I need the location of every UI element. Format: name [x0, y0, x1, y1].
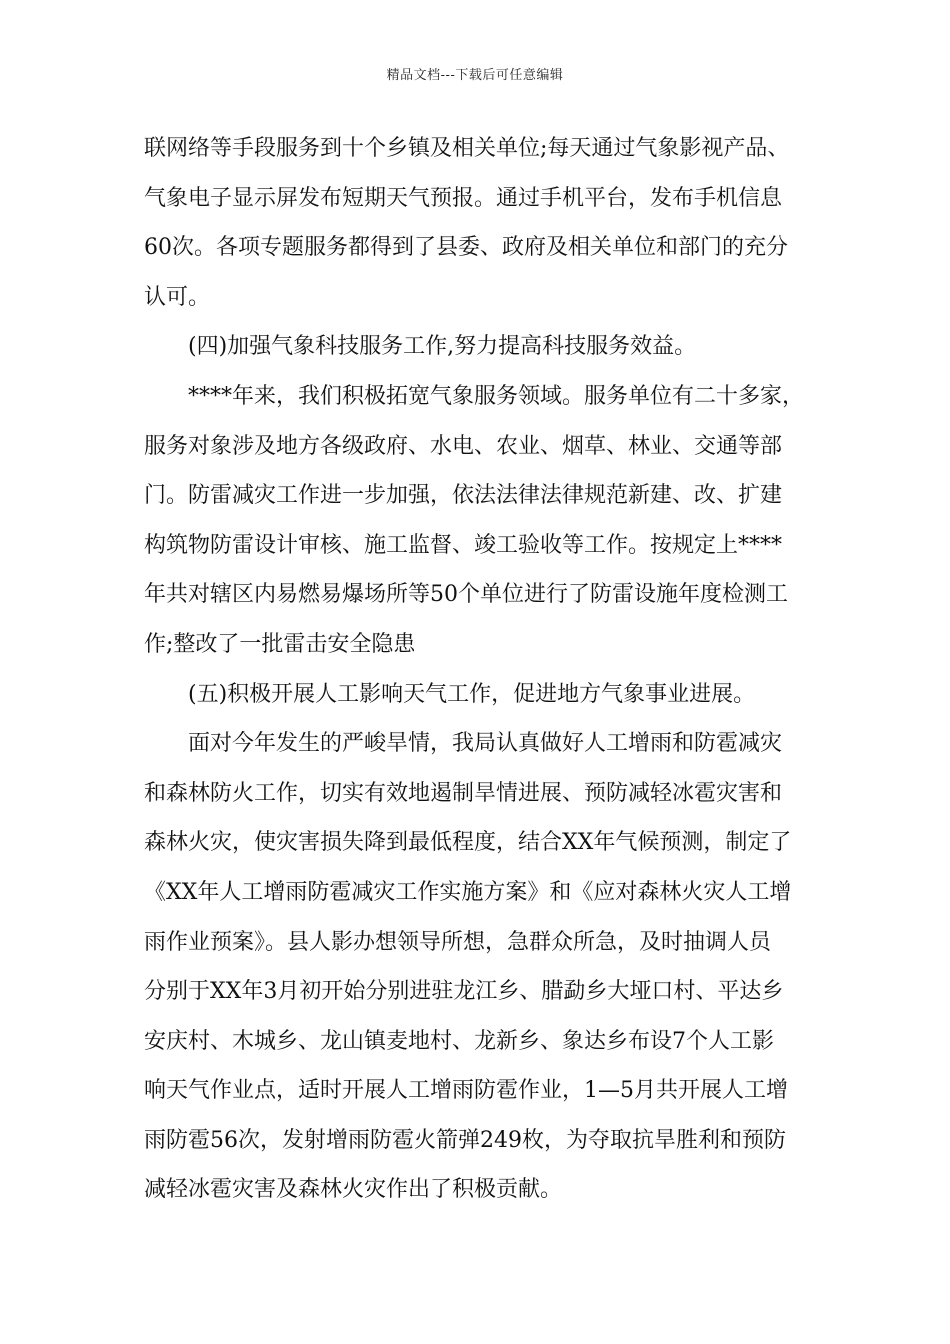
page-header: 精品文档---下载后可任意编辑 — [386, 68, 564, 83]
text-line: 《XX年人工增雨防雹减灾工作实施方案》和《应对森林火灾人工增 — [144, 879, 792, 905]
paragraph-weather-modification — [144, 719, 814, 1215]
text-line: 联网络等手段服务到十个乡镇及相关单位;每天通过气象影视产品、 — [144, 136, 790, 161]
text-line: 分别于XX年3月初开始分别进驻龙江乡、腊勐乡大垭口村、平达乡 — [144, 979, 784, 1005]
text-line: 门。防雷减灾工作进一步加强，依法法律法律规范新建、改、扩建 — [144, 483, 783, 509]
text-line: 60次。各项专题服务都得到了县委、政府及相关单位和部门的充分 — [144, 235, 788, 261]
document-body — [144, 124, 814, 1215]
text-line: 减轻冰雹灾害及森林火灾作出了积极贡献。 — [144, 1177, 563, 1203]
text-line: 安庆村、木城乡、龙山镇麦地村、龙新乡、象达乡布设7个人工影 — [144, 1028, 774, 1054]
text-line: 构筑物防雷设计审核、施工监督、竣工验收等工作。按规定上**** — [144, 532, 783, 558]
text-line: 服务对象涉及地方各级政府、水电、农业、烟草、林业、交通等部 — [144, 433, 783, 459]
section-heading-5 — [144, 670, 814, 720]
text-line: 雨防雹56次，发射增雨防雹火箭弹249枚，为夺取抗旱胜利和预防 — [144, 1127, 786, 1153]
text-line: 响天气作业点，适时开展人工增雨防雹作业，1—5月共开展人工增 — [144, 1078, 788, 1104]
text-line: 年共对辖区内易燃易爆场所等50个单位进行了防雷设施年度检测工 — [144, 582, 788, 608]
text-line: 森林火灾，使灾害损失降到最低程度，结合XX年气候预测，制定了 — [144, 830, 792, 856]
text-line: 作;整改了一批雷击安全隐患 — [144, 631, 416, 657]
section-heading-4 — [144, 322, 814, 372]
section-heading-text: (四)加强气象科技服务工作,努力提高科技服务效益。 — [188, 334, 697, 360]
text-line: 气象电子显示屏发布短期天气预报。通过手机平台，发布手机信息 — [144, 185, 783, 211]
text-line: 雨作业预案》。县人影办想领导所想，急群众所急，及时抽调人员 — [144, 929, 772, 955]
paragraph-tech-service — [144, 372, 814, 670]
text-line: 和森林防火工作，切实有效地遏制旱情进展、预防减轻冰雹灾害和 — [144, 780, 783, 806]
text-line: ****年来，我们积极拓宽气象服务领域。服务单位有二十多家， — [188, 383, 805, 409]
section-heading-text: (五)积极开展人工影响天气工作，促进地方气象事业进展。 — [188, 681, 756, 707]
text-line: 认可。 — [144, 284, 211, 310]
text-line: 面对今年发生的严峻旱情，我局认真做好人工增雨和防雹减灾 — [188, 731, 783, 757]
paragraph-service-summary — [144, 124, 814, 322]
